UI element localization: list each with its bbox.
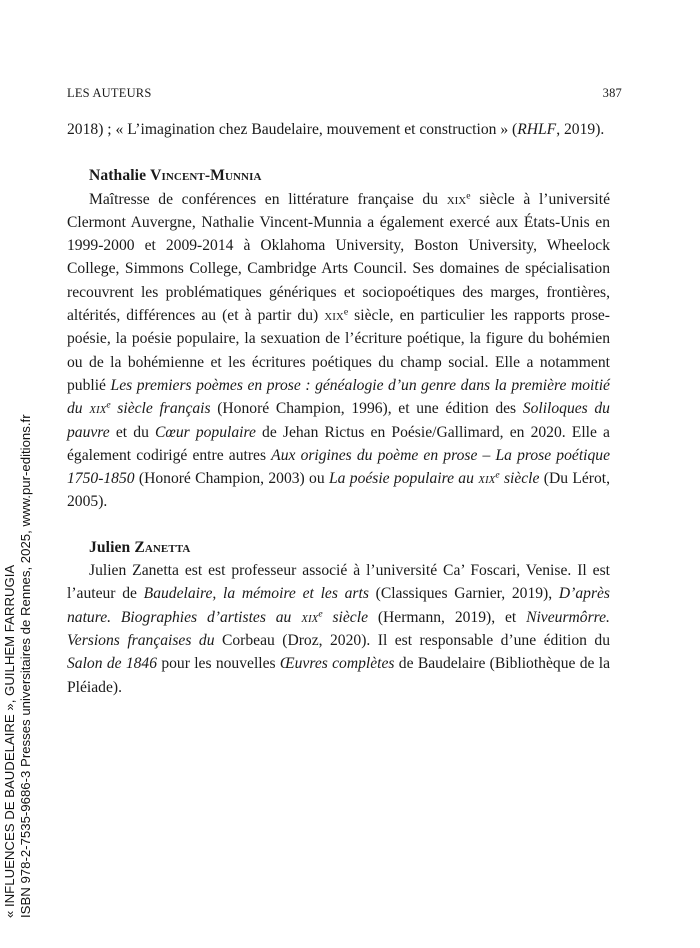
century-sup: e: [495, 469, 500, 481]
author-first-name: Julien: [89, 538, 131, 556]
century-numeral: xix: [324, 307, 344, 325]
bio-text: (Honoré Champion, 2003) ou: [134, 470, 329, 488]
book-title-part: siècle: [499, 470, 540, 488]
page-number: 387: [602, 86, 622, 100]
bio-text: siècle à l’université Clermont Auvergne, Nathalie Vincent-Munnia a également exercé aux États-Unis en 1999-2000 et 2009-2014 à Oklahoma University, Boston University, Wheelock College, Simmons College, Cambridge Arts Council. Ses domaines de spécialisation recouvrent les problématiques génériques et sociopoétiques des marges, frontières, altérités, différences au (et à partir du): [67, 190, 610, 325]
century-sup: e: [466, 190, 471, 202]
bio-text: et du: [109, 423, 156, 441]
century-sup: e: [106, 399, 111, 411]
continuation-tail: , 2019).: [556, 121, 605, 138]
bio-text: Julien Zanetta est est professeur associé à l’université Ca’ Foscari, Venise. Il est l’auteur de: [67, 562, 610, 603]
copyright-sidebar: [2, 218, 54, 918]
bio-text: pour les nouvelles: [157, 655, 280, 673]
section-title: LES AUTEURS: [67, 86, 152, 100]
book-title-part: D’après nature. Biographies d’artistes au: [67, 585, 610, 626]
book-title: [329, 470, 539, 487]
book-title-part: Les premiers poèmes en prose : généalogie d’un genre dans la première moitié du: [67, 376, 610, 418]
century-sup: e: [318, 608, 323, 620]
century-sup: e: [343, 306, 349, 318]
century-numeral: xix: [301, 608, 319, 626]
book-title: Niveurmôrre. Versions françaises du: [67, 608, 610, 649]
bio-text: (Honoré Champion, 1996), et une édition des: [210, 400, 523, 418]
book-title: Baudelaire, la mémoire et les arts: [143, 585, 369, 603]
century-numeral: xix: [446, 190, 467, 208]
journal-title: RHLF: [517, 121, 557, 138]
continuation-paragraph: [67, 118, 610, 141]
bio-vincent-munnia: [67, 188, 610, 514]
author-last-name: Zanetta: [134, 538, 191, 556]
book-title: Aux origines du poème en prose – La prose poétique 1750-1850: [67, 446, 611, 488]
book-title: Œuvres complètes: [279, 655, 395, 673]
bio-zanetta: [67, 559, 610, 699]
book-title-part: siècle français: [110, 400, 211, 418]
bio-text: (Hermann, 2019), et: [367, 608, 527, 626]
sidebar-rotated-text: [2, 414, 34, 918]
book-title: Salon de 1846: [67, 655, 158, 673]
century-numeral: xix: [478, 470, 496, 488]
sidebar-line-title: « INFLUENCES DE BAUDELAIRE », GUILHEM FARRUGIA: [2, 564, 17, 918]
bio-text: de Jehan Rictus en Poésie/Gallimard, en 2020. Elle a également codirigé entre autres: [67, 423, 610, 464]
book-title: Cœur populaire: [155, 423, 256, 441]
bio-text: siècle, en particulier les rapports prose-poésie, la poésie populaire, la sexuation de l’écriture poétique, la figure du bohémien ou de la bohémienne et les écritures poétiques du champ social. Elle a notamment publié: [67, 307, 610, 394]
author-first-name: Nathalie: [89, 167, 147, 185]
running-head: [67, 86, 622, 101]
book-title-part: La poésie populaire au: [328, 470, 479, 488]
main-text: [67, 118, 610, 699]
book-title-part: siècle: [322, 608, 368, 626]
author-heading-zanetta: [67, 536, 610, 559]
sidebar-line-isbn: ISBN 978-2-7535-9686-3 Presses universitaires de Rennes, 2025, www.pur-editions.fr: [18, 414, 33, 918]
bio-text: de Baudelaire (Bibliothèque de la Pléiade).: [67, 655, 610, 696]
book-title: Soliloques du pauvre: [67, 400, 610, 441]
continuation-text: 2018) ; « L’imagination chez Baudelaire, mouvement et construction » (: [67, 121, 518, 138]
bio-text: Corbeau (Droz, 2020). Il est responsable d’une édition du: [214, 631, 611, 649]
author-last-name: Vincent-Munnia: [150, 167, 262, 185]
bio-text: (Classiques Garnier, 2019),: [368, 585, 559, 603]
century-numeral: xix: [89, 400, 107, 418]
bio-text: (Du Lérot, 2005).: [67, 470, 611, 511]
author-heading-vincent-munnia: [67, 164, 610, 187]
bio-text: Maîtresse de conférences en littérature française du: [89, 190, 447, 208]
